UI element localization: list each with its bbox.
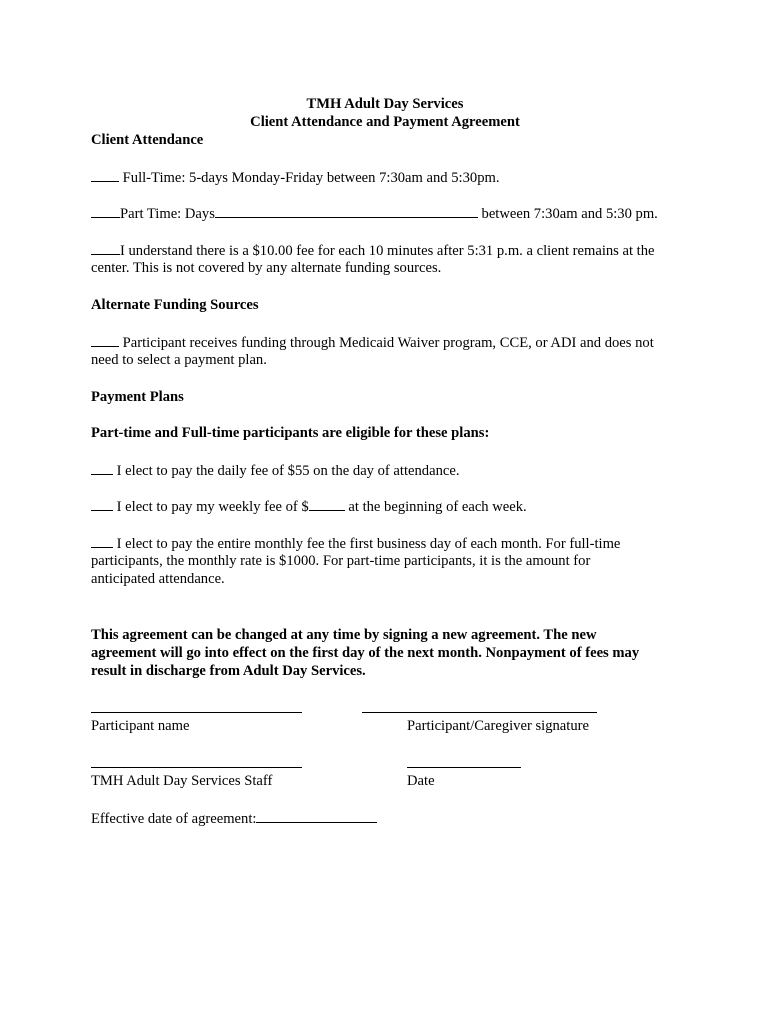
alternate-funding-text-line1: Participant receives funding through Medicaid Waiver program, CCE, or ADI and does not — [122, 335, 654, 351]
date-label: Date — [407, 773, 435, 789]
weekly-fee-checkbox-blank[interactable] — [91, 497, 113, 511]
weekly-fee-label: I elect to pay my weekly fee of $ — [116, 499, 309, 515]
late-fee-text-line2: center. This is not covered by any alternate funding sources. — [91, 260, 442, 276]
monthly-fee-text-line1: I elect to pay the entire monthly fee the first business day of each month. For full-time — [116, 536, 621, 552]
daily-fee-label: I elect to pay the daily fee of $55 on the day of attendance. — [116, 463, 460, 479]
payment-plans-subheading: Part-time and Full-time participants are eligible for these plans: — [91, 425, 490, 441]
alternate-funding-text-line2: need to select a payment plan. — [91, 352, 267, 368]
part-time-hours-label: between 7:30am and 5:30 pm. — [481, 206, 658, 222]
participant-name-label: Participant name — [91, 718, 190, 734]
participant-name-field[interactable] — [91, 712, 302, 713]
effective-date-field[interactable] — [256, 809, 377, 823]
daily-fee-checkbox-blank[interactable] — [91, 461, 113, 475]
late-fee-text-line1: I understand there is a $10.00 fee for each 10 minutes after 5:31 p.m. a client remains at the — [120, 243, 655, 259]
full-time-option — [91, 168, 691, 187]
part-time-checkbox-blank[interactable] — [91, 204, 120, 218]
full-time-checkbox-blank[interactable] — [91, 168, 119, 182]
date-field[interactable] — [407, 767, 521, 768]
payment-plans-heading: Payment Plans — [91, 389, 184, 405]
document-org-title: TMH Adult Day Services — [306, 96, 464, 112]
part-time-label: Part Time: Days — [120, 206, 215, 222]
monthly-fee-checkbox-blank[interactable] — [91, 534, 113, 548]
weekly-fee-amount-field[interactable] — [309, 497, 345, 511]
agreement-notice-line2: agreement will go into effect on the first day of the next month. Nonpayment of fees may — [91, 645, 640, 661]
part-time-days-field[interactable] — [215, 204, 478, 218]
effective-date-row — [91, 809, 691, 828]
alternate-funding-checkbox-blank[interactable] — [91, 333, 119, 347]
weekly-fee-suffix: at the beginning of each week. — [348, 499, 527, 515]
late-fee-checkbox-blank[interactable] — [91, 241, 120, 255]
staff-label: TMH Adult Day Services Staff — [91, 773, 273, 789]
participant-signature-label: Participant/Caregiver signature — [407, 718, 589, 734]
daily-fee-option — [91, 461, 691, 480]
full-time-label: Full-Time: 5-days Monday-Friday between 7:30am and 5:30pm. — [122, 170, 500, 186]
alternate-funding-option — [91, 333, 691, 352]
part-time-option — [91, 204, 691, 223]
monthly-fee-option — [91, 534, 691, 553]
late-fee-option — [91, 241, 691, 260]
agreement-notice-line3: result in discharge from Adult Day Services. — [91, 663, 366, 679]
client-attendance-heading: Client Attendance — [91, 132, 204, 148]
alternate-funding-heading: Alternate Funding Sources — [91, 297, 259, 313]
weekly-fee-option — [91, 497, 691, 516]
effective-date-label: Effective date of agreement: — [91, 811, 257, 827]
monthly-fee-text-line3: anticipated attendance. — [91, 571, 225, 587]
participant-signature-field[interactable] — [362, 712, 597, 713]
monthly-fee-text-line2: participants, the monthly rate is $1000. For part-time participants, it is the amount for — [91, 553, 591, 569]
document-title: Client Attendance and Payment Agreement — [250, 114, 520, 130]
agreement-notice-line1: This agreement can be changed at any time by signing a new agreement. The new — [91, 627, 597, 643]
staff-signature-field[interactable] — [91, 767, 302, 768]
